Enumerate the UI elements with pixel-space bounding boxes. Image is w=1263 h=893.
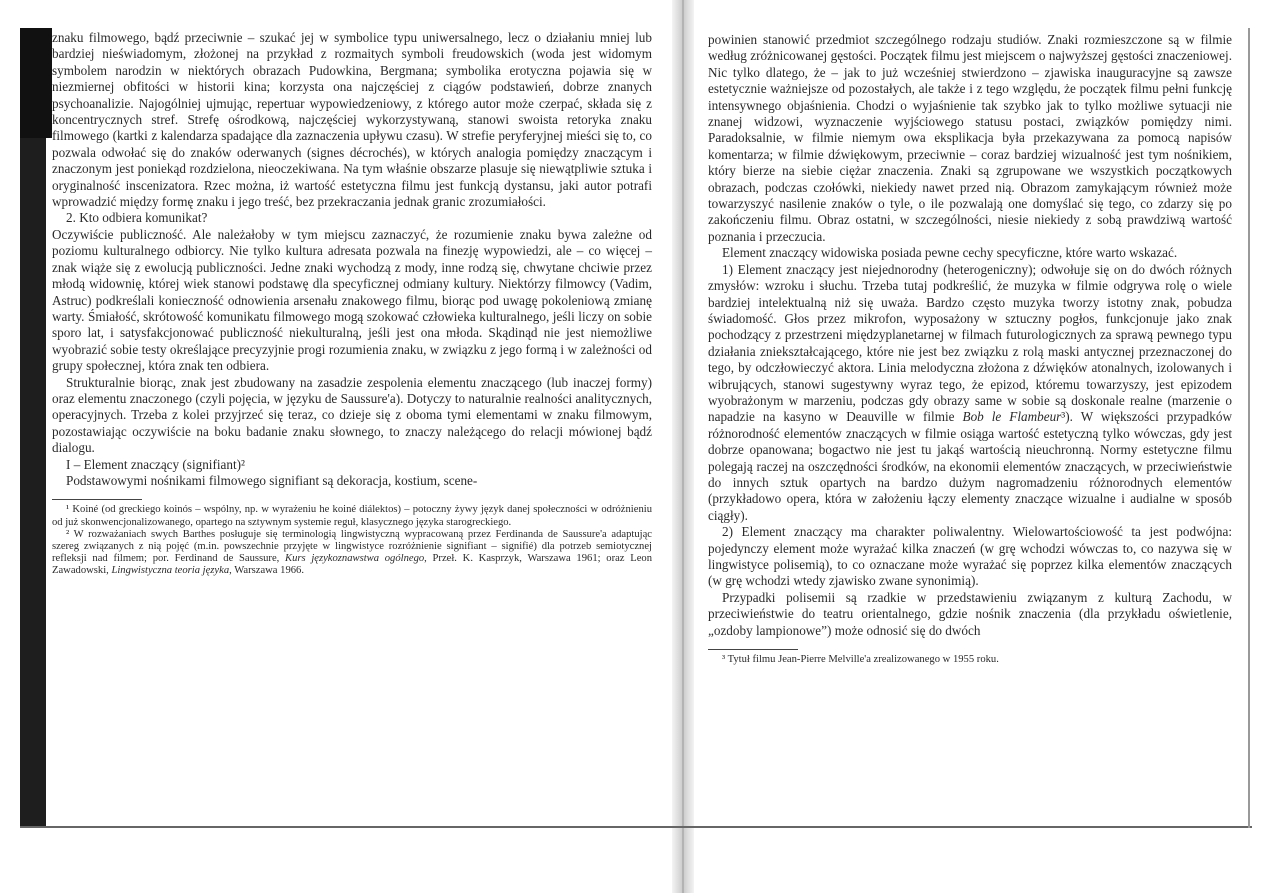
body-paragraph: powinien stanowić przedmiot szczególnego rodzaju studiów. Znaki rozmieszczone są w filmie według zróżnicowanej gęstości. Początek filmu jest miejscem o najwyższej gęstości znaczeniowej. Nic tylko dlatego, że – jak to już wcześniej stwierdzono – zjawiska inauguracyjne są zawsze estetycznie ważniejsze od pozostałych, ale także i z tego względu, że początek filmu pełni funkcję intensywnego objaśnienia. Chodzi o wyjaśnienie tak szybko jak to tylko możliwe sytuacji nie znanej widzowi, wyznaczenie wyjściowego statusu postaci, związków pomiędzy nimi. Paradoksalnie, w filmie niemym owa eksplikacja była przekazywana za pomocą napisów komentarza; w filmie dźwiękowym, przeciwnie – coraz bardziej wizualność jest tym nośnikiem, który bierze na siebie ciężar znaczenia. Znaki są zgrupowane we wszystkich początkowych obrazach, podczas czołówki, niekiedy nawet przed nią. Obrazom zamykającym również może towarzyszyć nasilenie znaków o tyle, o ile pozwalają one domyślać się tego, co zdarzy się po zakończeniu filmu. Obraz ostatni, w szczególności, niesie niekiedy z sobą prawdziwą wartość poznania i przeczucia. xyxy=(708,32,1232,244)
footnote-text: , Przeł. K. Kasprzyk, Warszawa 1961; oraz Leon Zawadowski, xyxy=(52,553,652,577)
footnote-rule xyxy=(708,649,798,650)
section-heading: I – Element znaczący (signifiant)² xyxy=(66,456,245,472)
section-heading: 2. Kto odbiera komunikat? xyxy=(66,210,208,226)
footnote-title: Lingwistyczna teoria języka xyxy=(111,565,230,577)
paragraph-text: 1) Element znaczący jest niejednorodny (heterogeniczny); odwołuje się on do dwóch różnych zmysłów: wzroku i słuchu. Trzeba tutaj podkreślić, że muzyka w filmie odgrywa rolę o wiele bardziej intelektualną niż się uważa. Bardzo często muzyka tworzy istotny znak, pobudza świadomość. Głos przez mikrofon, wyposażony w sztuczny pogłos, funkcjonuje jako znak pochodzący z przestrzeni międzyplanetarnej w filmach futurologicznych za sprawą pewnego typu działania zniekształcającego, które nie jest bez związku z rolą maski antycznej przeznaczonej do tego, by odczłowieczyć aktora. Linia melodyczna złożona z dźwięków atonalnych, izolowanych i wibrujących, stanowi sugestywny wyraz tego, że epizod, któremu towarzyszy, jest epizodem wyobrażonym w marzeniu, podczas gdy obrazy same w sobie są doskonale realne (marzenie o napadzie na kasyno w Deauville w filmie xyxy=(708,261,1232,425)
body-paragraph: Strukturalnie biorąc, znak jest zbudowany na zasadzie zespolenia elementu znaczącego (lub inaczej formy) oraz elementu znaczonego (czyli pojęcia, w języku de Saussure'a). Dotyczy to naturalnie realności analitycznych, operacyjnych. Trzeba z kolei przyjrzeć się teraz, co dzieje się z oboma tymi elementami w znaku filmowym, pozostawiając oczywiście na boku badanie znaku słownego, to znaczy należącego do relacji mówionej bądź dialogu. xyxy=(52,374,652,456)
body-paragraph xyxy=(708,262,1232,525)
footnote: ³ Tytuł filmu Jean-Pierre Melville'a zrealizowanego w 1955 roku. xyxy=(722,654,999,666)
left-page xyxy=(52,30,652,578)
paragraph-text: ³). W większości przypadków różnorodność elementów znaczących w filmie osiąga wartość estetyczną tylko wówczas, gdy jest dobrze opanowana; bogactwo nie jest tu jakąś wartością nieuchronną. Normy estetyczne filmu polegają raczej na oszczędności środków, na ekonomii elementów znaczących, w przeciwieństwie do innych sztuk opartych na bardzo dużym nagromadzeniu różnorodnych elementów (przykładowo opera, która w założeniu łączy elementy znaczące wizualne i audialne w sposób ciągły). xyxy=(708,409,1232,523)
book-gutter xyxy=(672,0,694,893)
body-paragraph: 2) Element znaczący ma charakter poliwalentny. Wielowartościowość ta jest podwójna: pojedynczy element może wyrażać kilka znaczeń (w grę wchodzi wówczas to, co nazywa się w lingwistyce polisemią), to co oznaczane może wyrażać się poprzez kilka elementów znaczących (w grę wchodzi wtedy zjawisko zwane synonimią). xyxy=(708,524,1232,589)
body-paragraph: Podstawowymi nośnikami filmowego signifiant są dekoracja, kostium, scene- xyxy=(66,472,478,488)
footnote: ¹ Koiné (od greckiego koinós – wspólny, np. w wyrażeniu he koiné diálektos) – potoczny żywy język danej społeczności w odróżnieniu od już skonwencjonalizowanego, opartego na sztywnym systemie reguł, klasycznego języka starogreckiego. xyxy=(52,504,652,528)
scan-shadow-left xyxy=(20,28,46,828)
right-page xyxy=(708,32,1232,666)
body-paragraph: Element znaczący widowiska posiada pewne cechy specyficzne, które warto wskazać. xyxy=(722,245,1178,261)
page-bottom-edge xyxy=(20,826,1252,828)
body-paragraph: znaku filmowego, bądź przeciwnie – szukać jej w symbolice typu uniwersalnego, lecz o działaniu mniej lub bardziej nieświadomym, złożonej na przykład z rozmaitych symboli freudowskich (woda jest widomym symbolem narodzin w niektórych obrazach Pudowkina, Bergmana; symbolika erotyczna pojawia się w niezmiernej obfitości w historii kina; korzysta ona najczęściej z ciągów podstawień, dobrze znanych psychoanalizie. Najogólniej ujmując, repertuar wypowiedzeniowy, z którego autor może czerpać, składa się z koncentrycznych stref. Strefę ośrodkową, najczęściej wykorzystywaną, stanowi swoista retoryka znaku filmowego (kartki z kalendarza spadające dla zaznaczenia upływu czasu). W strefie peryferyjnej mieści się to, co pozwala odwołać się do znaków oderwanych (signes décrochés), w których analogia pomiędzy znaczącym i znaczonym jest poniekąd rozdzielona, nieoczekiwana. Na tym właśnie obszarze plasuje się niewątpliwie sztuka i oryginalność inscenizatora. Rzec można, iż wartość estetyczna filmu jest funkcją dystansu, jaki autor potrafi wprowadzić między formę znaku i jego treść, bez przekraczania jednak granic zrozumiałości. xyxy=(52,30,652,210)
footnote-text: ² W rozważaniach swych Barthes posługuje się terminologią lingwistyczną wypracowaną przez Ferdinanda de Saussure'a adaptując szereg związanych z nią pojęć (m.in. powszechnie przyjęte w lingwistyce rozróżnienie signifiant – signifié) dla potrzeb semiotycznej refleksji nad filmem; por. Ferdinand de Saussure, xyxy=(52,528,652,565)
scan-shadow-left-top xyxy=(20,28,52,138)
film-title: Bob le Flambeur xyxy=(962,409,1062,425)
body-paragraph: Oczywiście publiczność. Ale należałoby w tym miejscu zaznaczyć, że rozumienie znaku bywa zależne od poziomu kulturalnego odbiorcy. Nie tylko kultura adresata pozwala na finezję wypowiedzi, ale – co więcej – znak wiąże się z ewolucją publiczności. Jedne znaki wychodzą z mody, inne rodzą się, chwytane chciwie przez młodą widownię, której wiek stanowi podstawę dla specyficznej odmiany kultury. Niektórzy filmowcy (Vadim, Astruc) podkreślali konieczność odnowienia arsenału znakowego filmu, biorąc pod uwagę pokoleniową zmianę warty. Śmiałość, skrótowość komunikatu filmowego mogą szokować człowieka kulturalnego, jeśli liczy on sobie sporo lat, i satysfakcjonować publiczność niekulturalną, jeśli jest ona młoda. Skądinąd nie jest niemożliwe wyobrazić sobie testy określające precyzyjnie progi rozumienia znaku, w związku z jego formą i w zależności od grupy społecznej, która znak ten odbiera. xyxy=(52,226,652,374)
body-paragraph: Przypadki polisemii są rzadkie w przedstawieniu związanym z kulturą Zachodu, w przeciwieństwie do teatru orientalnego, gdzie nośnik znaczenia (dla przykładu oświetlenie, „ozdoby lampionowe”) może odnosić się do dwóch xyxy=(708,589,1232,638)
footnote-title: Kurs językoznawstwa ogólnego xyxy=(285,553,425,565)
footnote xyxy=(52,529,652,578)
footnote-text: , Warszawa 1966. xyxy=(229,565,304,577)
page-right-edge xyxy=(1248,28,1250,828)
footnote-rule xyxy=(52,499,142,500)
